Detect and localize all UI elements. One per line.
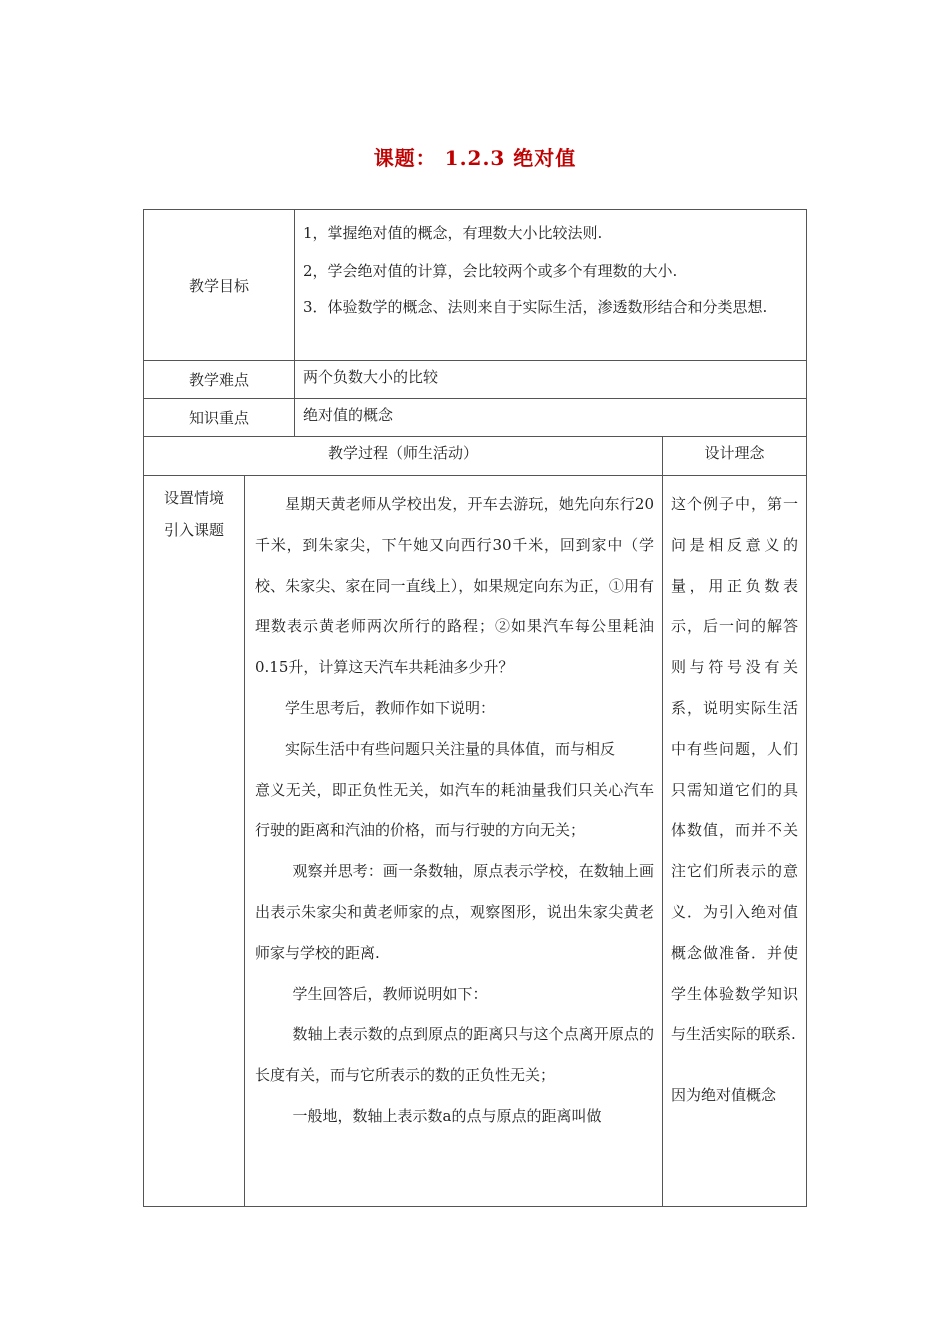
process-paragraph-5: 观察并思考：画一条数轴，原点表示学校，在数轴上画出表示朱家尖和黄老师家的点，观察图形，说出朱家尖黄老师家与学校的距离. [255, 862, 654, 962]
process-content [245, 476, 663, 1206]
difficulty-label: 教学难点 [144, 361, 295, 398]
process-header-row [144, 437, 806, 476]
process-paragraph-4: 意义无关，即正负性无关，如汽车的耗油量我们只关心汽车行驶的距离和汽油的价格，而与行驶的方向无关； [255, 780, 654, 840]
page-title: 课题： 1.2.3 绝对值 [373, 146, 577, 170]
goals-label: 教学目标 [144, 210, 295, 360]
process-header-activity: 教学过程（师生活动） [144, 437, 663, 475]
process-header-idea: 设计理念 [704, 444, 765, 462]
goal-item-2: 2，学会绝对值的计算，会比较两个或多个有理数的大小. [303, 262, 678, 280]
stage-line-1: 设置情境 [163, 489, 224, 507]
difficulty-row [144, 361, 806, 399]
stage-line-2: 引入课题 [163, 521, 224, 539]
process-paragraph-6: 学生回答后，教师说明如下： [292, 984, 488, 1003]
lesson-plan-table [143, 209, 807, 1207]
difficulty-content: 两个负数大小的比较 [303, 368, 439, 386]
goals-content [295, 210, 806, 360]
goal-item-1: 1，掌握绝对值的概念，有理数大小比较法则. [303, 224, 603, 242]
process-paragraph-7: 数轴上表示数的点到原点的距离只与这个点离开原点的长度有关，而与它所表示的数的正负性无关； [255, 1025, 654, 1085]
goal-item-3: 3．体验数学的概念、法则来自于实际生活，渗透数形结合和分类思想. [303, 298, 768, 316]
goals-row [144, 210, 806, 361]
process-paragraph-2: 学生思考后，教师作如下说明： [285, 698, 496, 717]
key-point-content: 绝对值的概念 [303, 406, 394, 424]
key-point-label: 知识重点 [144, 399, 295, 436]
design-idea-paragraph-2: 因为绝对值概念 [671, 1086, 777, 1105]
design-idea-paragraph-1: 这个例子中，第一问是相反意义的量，用正负数表示，后一问的解答则与符号没有关系，说明实际生活中有些问题，人们只需知道它们的具体数值，而并不关注它们所表示的意义．为引入绝对值概念做准备．并使学生体验数学知识与生活实际的联系. [671, 495, 798, 1044]
key-point-row [144, 399, 806, 437]
process-row [144, 476, 806, 1206]
process-paragraph-8: 一般地，数轴上表示数a的点与原点的距离叫做 [292, 1106, 602, 1125]
design-idea-content [663, 476, 806, 1206]
process-paragraph-3: 实际生活中有些问题只关注量的具体值，而与相反 [285, 739, 616, 758]
process-paragraph-1: 星期天黄老师从学校出发，开车去游玩，她先向东行20千米，到朱家尖，下午她又向西行30千米，回到家中（学校、朱家尖、家在同一直线上），如果规定向东为正，①用有理数表示黄老师两次所行的路程；②如果汽车每公里耗油0.15升，计算这天汽车共耗油多少升？ [255, 495, 654, 677]
stage-label [144, 476, 245, 1206]
